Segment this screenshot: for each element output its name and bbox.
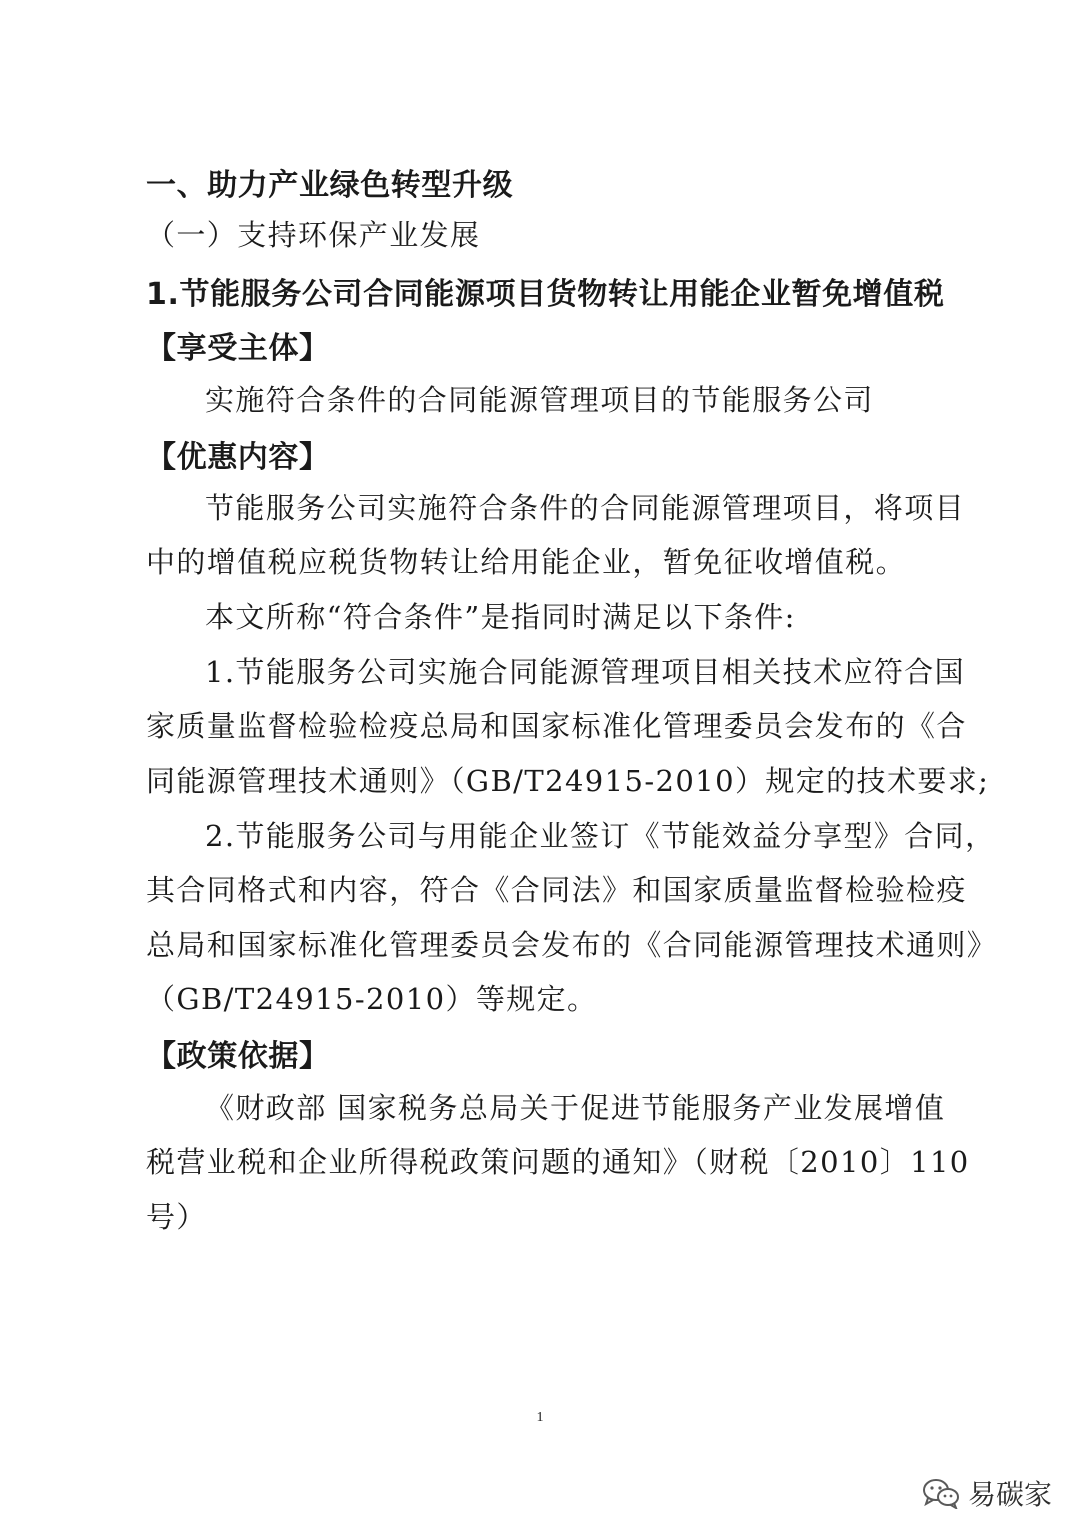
benefit-line: （GB/T24915-2010）等规定。 (146, 982, 598, 1016)
section-heading: 一、助力产业绿色转型升级 (146, 168, 514, 203)
watermark (922, 1470, 1052, 1516)
watermark-label: 易碳家 (967, 1478, 1052, 1511)
benefit-line: 总局和国家标准化管理委员会发布的《合同能源管理技术通则》 (146, 928, 998, 962)
benefit-line: 节能服务公司实施符合条件的合同能源管理项目，将项目 (205, 491, 966, 525)
benefit-line: 中的增值税应税货物转让给用能企业，暂免征收增值税。 (146, 545, 907, 579)
subsection-heading: （一）支持环保产业发展 (146, 218, 481, 252)
item-heading: 1.节能服务公司合同能源项目货物转让用能企业暂免增值税 (146, 277, 945, 312)
basis-line: 《财政部 国家税务总局关于促进节能服务产业发展增值 (205, 1091, 946, 1125)
benefit-line: 家质量监督检验检疫总局和国家标准化管理委员会发布的《合 (146, 709, 967, 743)
benefit-line: 2.节能服务公司与用能企业签订《节能效益分享型》合同， (205, 819, 996, 853)
subject-text: 实施符合条件的合同能源管理项目的节能服务公司 (205, 383, 874, 417)
wechat-icon (922, 1477, 960, 1509)
benefit-line: 其合同格式和内容，符合《合同法》和国家质量监督检验检疫 (146, 873, 967, 907)
basis-tag: 【政策依据】 (146, 1039, 330, 1074)
benefit-line: 本文所称“符合条件”是指同时满足以下条件: (205, 600, 796, 634)
basis-line: 号） (146, 1200, 207, 1234)
subject-tag: 【享受主体】 (146, 331, 330, 366)
benefit-line: 1.节能服务公司实施合同能源管理项目相关技术应符合国 (205, 655, 966, 689)
benefit-tag: 【优惠内容】 (146, 440, 330, 475)
page-number: 1 (536, 1410, 544, 1425)
basis-line: 税营业税和企业所得税政策问题的通知》（财税〔2010〕110 (146, 1145, 970, 1179)
benefit-line: 同能源管理技术通则》（GB/T24915-2010）规定的技术要求; (146, 764, 990, 798)
